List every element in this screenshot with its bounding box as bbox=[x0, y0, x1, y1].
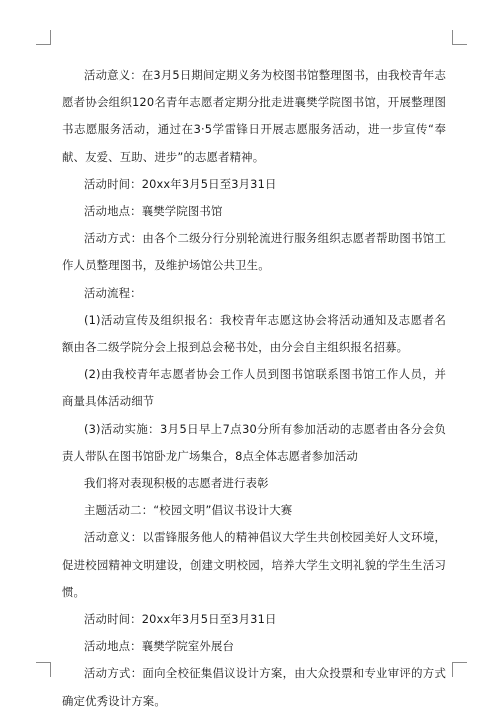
paragraph-activity-location-1: 活动地点：襄樊学院图书馆 bbox=[84, 204, 223, 219]
crop-mark-bottom-right bbox=[452, 662, 467, 677]
paragraph-activity-time-1: 活动时间：20xx年3月5日至3月31日 bbox=[84, 176, 277, 191]
crop-mark-top-right bbox=[452, 30, 467, 45]
paragraph-activity-process-heading: 活动流程： bbox=[84, 285, 142, 300]
document-body bbox=[62, 62, 446, 715]
paragraph-activity-method-2: 活动方式：面向全校征集倡议设计方案，由大众投票和专业审评的方式确定优秀设计方案。 bbox=[62, 666, 446, 708]
paragraph-activity-method-1: 活动方式：由各个二级分行分别轮流进行服务组织志愿者帮助图书馆工作人员整理图书，及维护场馆公共卫生。 bbox=[62, 231, 446, 273]
paragraph-commendation: 我们将对表现积极的志愿者进行表彰 bbox=[84, 476, 269, 491]
paragraph-activity-time-2: 活动时间：20xx年3月5日至3月31日 bbox=[84, 612, 277, 627]
paragraph-activity-significance-1: 活动意义：在3月5日期间定期义务为校图书馆整理图书，由我校青年志愿者协会组织120名青年志愿者定期分批走进襄樊学院图书馆，开展整理图书志愿服务活动，通过在3·5学雷锋日开展志愿服务活动，进一步宣传“奉献、友爱、互助、进步”的志愿者精神。 bbox=[62, 68, 446, 164]
paragraph-theme-activity-2: 主题活动二：“校园文明”倡议书设计大赛 bbox=[84, 503, 293, 518]
paragraph-activity-significance-2: 活动意义：以雷锋服务他人的精神倡议大学生共创校园美好人文环境，促进校园精神文明建设，创建文明校园，培养大学生文明礼貌的学生生活习惯。 bbox=[62, 530, 446, 599]
paragraph-activity-location-2: 活动地点：襄樊学院室外展台 bbox=[84, 639, 235, 654]
paragraph-process-step-2: (2)由我校青年志愿者协会工作人员到图书馆联系图书馆工作人员，并商量具体活动细节 bbox=[62, 367, 446, 409]
paragraph-process-step-3: (3)活动实施：3月5日早上7点30分所有参加活动的志愿者由各分会负责人带队在图书馆卧龙广场集合，8点全体志愿者参加活动 bbox=[62, 421, 446, 463]
crop-mark-bottom-left bbox=[36, 662, 51, 677]
paragraph-process-step-1: (1)活动宣传及组织报名：我校青年志愿这协会将活动通知及志愿者名额由各二级学院分会上报到总会秘书处，由分会自主组织报名招募。 bbox=[62, 312, 446, 355]
crop-mark-top-left bbox=[36, 30, 51, 45]
